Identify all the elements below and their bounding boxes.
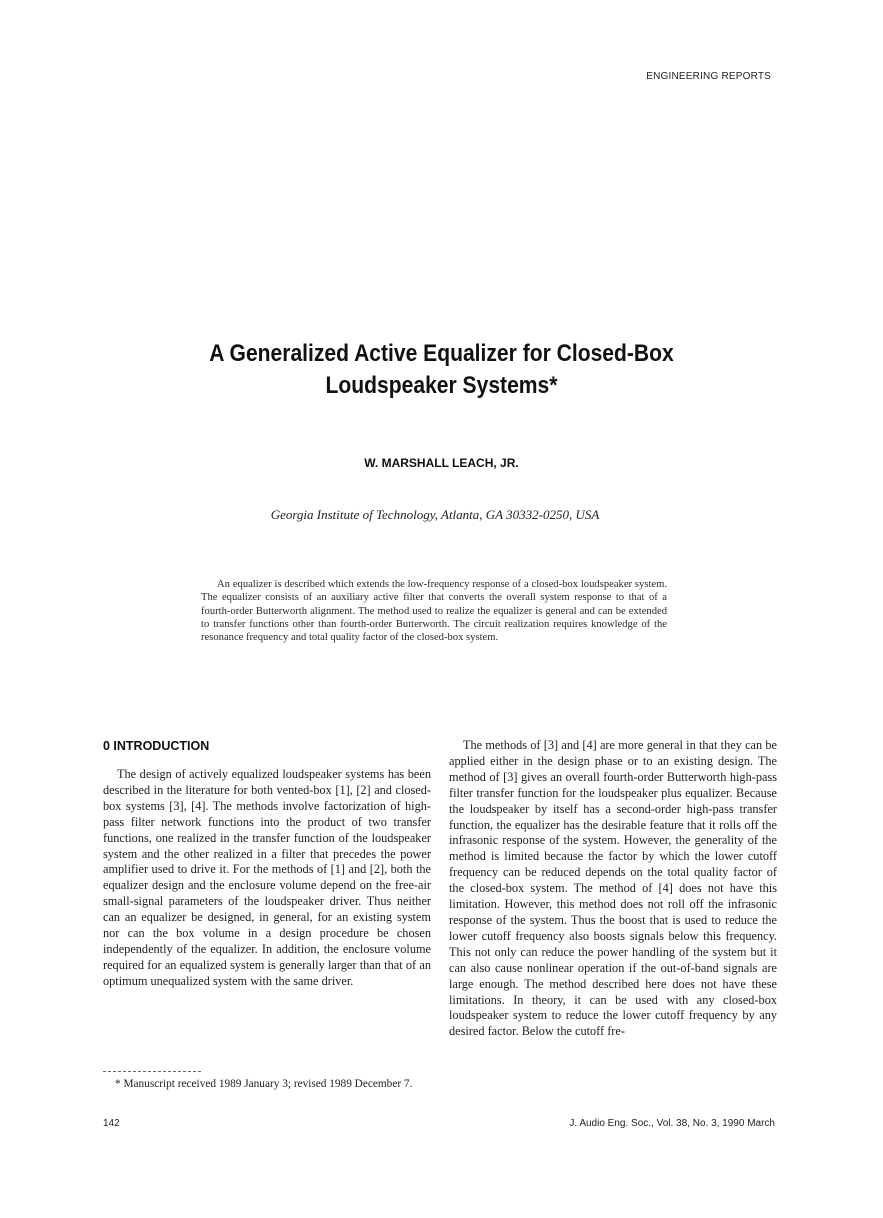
title-line-2: Loudspeaker Systems*	[325, 372, 558, 399]
right-column	[449, 738, 777, 1040]
left-column	[103, 738, 431, 990]
section-heading: 0 INTRODUCTION	[103, 739, 210, 753]
title-line-1: A Generalized Active Equalizer for Closed-Box	[209, 340, 674, 367]
page-number: 142	[103, 1118, 120, 1129]
author-name: W. MARSHALL LEACH, JR.	[364, 456, 519, 470]
intro-paragraph-1: The design of actively equalized loudspeaker systems has been described in the literature for both vented-box [1], [2] and closed-box systems [3], [4]. The methods involve factorization of high-pass filter network functions into the product of two transfer functions, one realized in the transfer function of the loudspeaker system and the other realized in a filter that precedes the power amplifier used to drive it. For the methods of [1] and [2], both the equalizer design and the enclosure volume depend on the free-air small-signal parameters of the loudspeaker driver. Thus neither can an equalizer be designed, in general, for an existing system nor can the box volume in a design procedure be chosen independently of the equalizer. In addition, the enclosure volume required for an equalized system is generally larger than that of an optimum unequalized system with the same driver.	[103, 767, 431, 988]
abstract	[201, 578, 667, 644]
intro-paragraph-2: The methods of [3] and [4] are more general in that they can be applied either in the design phase or to an existing design. The method of [3] gives an overall fourth-order Butterworth high-pass filter transfer function for the loudspeaker plus equalizer. Because the loudspeaker by itself has a second-order high-pass transfer function, the equalizer has the desirable feature that it rolls off the infrasonic response of the system. However, the generality of the method is limited because the factor by which the lower cutoff frequency can be reduced depends on the total quality factor of the closed-box system. The method of [4] does not have this limitation. However, this method does not roll off the infrasonic response of the system. Thus the boost that is used to reduce the lower cutoff frequency also boosts signals below this frequency. This not only can reduce the power handling of the system but it can also cause nonlinear operation if the out-of-band signals are large enough. The method described here does not have these limitations. In theory, it can be used with any closed-box loudspeaker system to reduce the lower cutoff frequency by any desired factor. Below the cutoff fre-	[449, 738, 777, 1039]
article-title	[62, 338, 821, 402]
footnote-divider	[103, 1071, 201, 1072]
abstract-text: An equalizer is described which extends the low-frequency response of a closed-box loudspeaker system. The equalizer consists of an auxiliary active filter that converts the overall system response to that of a fourth-order Butterworth alignment. The method used to realize the equalizer is general and can be extended to transfer functions other than fourth-order Butterworth. The circuit realization requires knowledge of the resonance frequency and total quality factor of the closed-box system.	[201, 579, 667, 644]
footnote: * Manuscript received 1989 January 3; revised 1989 December 7.	[115, 1078, 413, 1090]
author-affiliation: Georgia Institute of Technology, Atlanta, GA 30332-0250, USA	[270, 507, 600, 522]
journal-reference: J. Audio Eng. Soc., Vol. 38, No. 3, 1990 March	[569, 1118, 775, 1129]
running-head: ENGINEERING REPORTS	[646, 71, 771, 82]
